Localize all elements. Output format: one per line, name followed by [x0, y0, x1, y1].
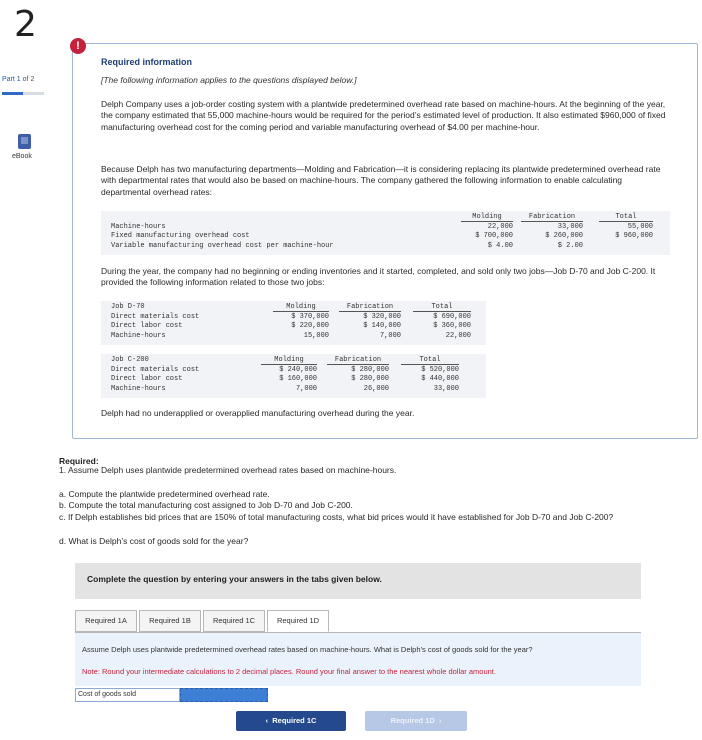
part-indicator — [2, 76, 34, 83]
job-c200-title: Job C-200 — [111, 356, 149, 364]
part-prefix: Part — [2, 76, 15, 83]
required-line-1: 1. Assume Delph uses plantwide predetermined overhead rates based on machine-hours. — [59, 465, 397, 475]
job-c200-value: $ 440,000 — [421, 375, 459, 383]
instruction-text: Complete the question by entering your answers in the tabs given below. — [87, 574, 382, 584]
dept-row-label: Variable manufacturing overhead cost per machine-hour — [111, 242, 334, 250]
part-of: of 2 — [22, 76, 35, 83]
job-c200-value: $ 280,000 — [351, 375, 389, 383]
tab-required-1d[interactable]: Required 1D — [267, 610, 329, 632]
cost-of-goods-sold-label: Cost of goods sold — [75, 688, 180, 702]
chevron-right-icon: › — [438, 716, 442, 725]
job-d70-header-total: Total — [413, 303, 471, 312]
next-required-1d-button[interactable] — [365, 711, 467, 731]
dept-header-molding: Molding — [461, 213, 513, 222]
job-c200-table — [101, 354, 486, 398]
info-paragraph-4: Delph had no underapplied or overapplied manufacturing overhead during the year. — [101, 408, 415, 418]
job-c200-value: 26,000 — [363, 385, 389, 393]
job-d70-header-molding: Molding — [273, 303, 329, 312]
dept-row-label: Fixed manufacturing overhead cost — [111, 232, 250, 240]
dept-row-value: $ 960,000 — [615, 232, 653, 240]
dept-row-value: $ 700,000 — [475, 232, 513, 240]
job-d70-row-label: Machine-hours — [111, 332, 166, 340]
info-paragraph-1: Delph Company uses a job-order costing system with a plantwide predetermined overhead rate based on machine-hours. At the beginning of the year, the company estimated that 55,000 machine-hours would be required for the period’s estimated level of production. It also estimated $960,000 of fixed manufacturing overhead cost for the coming period and variable manufacturing overhead of $4.00 per machine-hour. — [101, 99, 666, 132]
dept-header-total: Total — [599, 213, 653, 222]
required-item-d: d. What is Delph’s cost of goods sold for the year? — [59, 536, 249, 546]
question-note: Note: Round your intermediate calculations to 2 decimal places. Round your final answer to the nearest whole dollar amount. — [82, 667, 496, 676]
part-current: 1 — [16, 76, 21, 83]
chevron-left-icon: ‹ — [265, 716, 269, 725]
dept-row-value: 55,000 — [627, 223, 653, 231]
tab-required-1c[interactable]: Required 1C — [203, 610, 265, 632]
job-c200-header-total: Total — [401, 356, 459, 365]
job-d70-value: 15,000 — [303, 332, 329, 340]
required-title: Required: — [59, 456, 99, 466]
dept-row-value: 33,000 — [557, 223, 583, 231]
question-text: Assume Delph uses plantwide predetermined overhead rates based on machine-hours. What is Delph’s cost of goods sold for the year? — [82, 645, 533, 654]
dept-row-value: $ 4.00 — [487, 242, 513, 250]
prev-required-1c-button[interactable] — [236, 711, 346, 731]
job-d70-value: $ 320,000 — [363, 313, 401, 321]
job-d70-value: $ 690,000 — [433, 313, 471, 321]
job-d70-table — [101, 301, 486, 345]
part-progress-fill — [2, 92, 23, 95]
dept-row-value: 22,000 — [487, 223, 513, 231]
job-d70-value: $ 220,000 — [291, 322, 329, 330]
info-paragraph-3: During the year, the company had no beginning or ending inventories and it started, completed, and sold only two jobs—Job D-70 and Job C-200. It provided the following information related to those two jobs: — [101, 266, 656, 288]
tab-required-1b[interactable]: Required 1B — [139, 610, 201, 632]
job-c200-row-label: Direct labor cost — [111, 375, 183, 383]
job-d70-value: $ 360,000 — [433, 322, 471, 330]
job-d70-row-label: Direct labor cost — [111, 322, 183, 330]
department-table — [101, 211, 670, 255]
job-d70-row-label: Direct materials cost — [111, 313, 200, 321]
info-title: Required information — [101, 57, 193, 67]
ebook-label[interactable]: eBook — [12, 153, 32, 160]
job-d70-value: 7,000 — [379, 332, 401, 340]
job-d70-header-fabrication: Fabrication — [339, 303, 401, 312]
job-c200-row-label: Machine-hours — [111, 385, 166, 393]
dept-header-fabrication: Fabrication — [521, 213, 583, 222]
required-item-c: c. If Delph establishes bid prices that are 150% of total manufacturing costs, what bid prices would it have established for Job D-70 and Job C-200? — [59, 512, 614, 522]
job-c200-value: 7,000 — [295, 385, 317, 393]
next-button-label: Required 1D — [390, 716, 435, 725]
ebook-icon[interactable] — [18, 134, 31, 149]
prev-button-label: Required 1C — [272, 716, 317, 725]
job-c200-value: $ 520,000 — [421, 366, 459, 374]
question-panel — [75, 632, 641, 686]
part-progress-bar — [2, 92, 44, 95]
job-d70-title: Job D-70 — [111, 303, 145, 311]
cost-of-goods-sold-input[interactable] — [180, 688, 268, 702]
alert-icon: ! — [70, 38, 86, 54]
job-c200-row-label: Direct materials cost — [111, 366, 200, 374]
info-paragraph-2: Because Delph has two manufacturing departments—Molding and Fabrication—it is considering replacing its plantwide predetermined overhead rate with departmental rates that would also be based on machine-hours. The company gathered the following information to enable calculating departmental overhead rates: — [101, 164, 661, 197]
job-c200-value: $ 160,000 — [279, 375, 317, 383]
job-d70-value: $ 370,000 — [291, 313, 329, 321]
dept-row-label: Machine-hours — [111, 223, 166, 231]
info-subtitle: [The following information applies to the questions displayed below.] — [101, 75, 357, 85]
required-item-b: b. Compute the total manufacturing cost assigned to Job D-70 and Job C-200. — [59, 500, 353, 510]
required-item-a: a. Compute the plantwide predetermined overhead rate. — [59, 489, 270, 499]
job-c200-value: $ 240,000 — [279, 366, 317, 374]
dept-row-value: $ 2.00 — [557, 242, 583, 250]
question-number: 2 — [14, 4, 37, 45]
job-d70-value: $ 140,000 — [363, 322, 401, 330]
job-c200-value: 33,000 — [433, 385, 459, 393]
job-c200-header-fabrication: Fabrication — [327, 356, 389, 365]
job-c200-value: $ 280,000 — [351, 366, 389, 374]
dept-row-value: $ 260,000 — [545, 232, 583, 240]
tab-required-1a[interactable]: Required 1A — [75, 610, 137, 632]
job-d70-value: 22,000 — [445, 332, 471, 340]
job-c200-header-molding: Molding — [261, 356, 317, 365]
